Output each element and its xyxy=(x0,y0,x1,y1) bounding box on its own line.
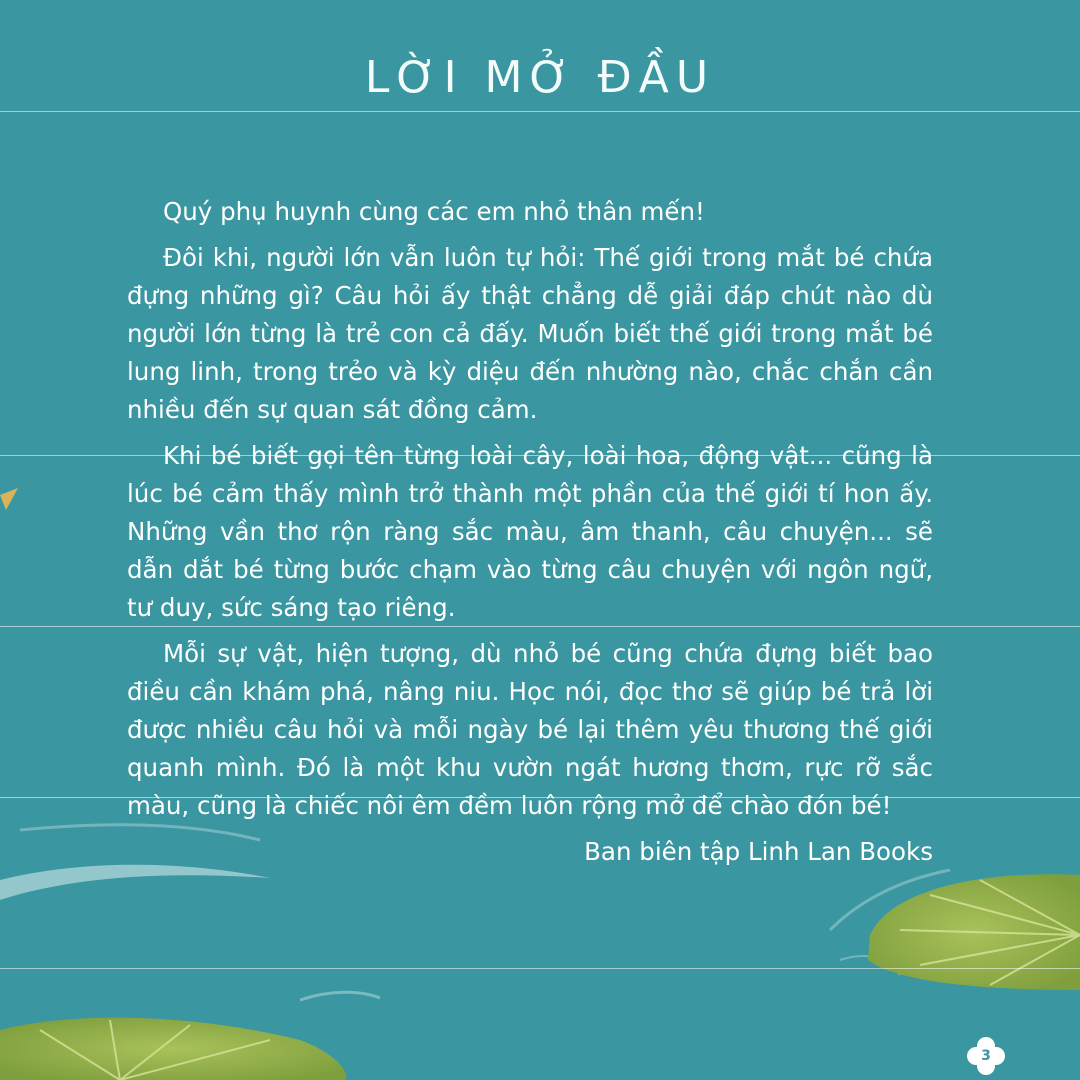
page-title: LỜI MỞ ĐẦU xyxy=(364,52,716,103)
signature: Ban biên tập Linh Lan Books xyxy=(584,837,933,866)
paragraph-2: Khi bé biết gọi tên từng loài cây, loài hoa, động vật... cũng là lúc bé cảm thấy mình trở thành một phần của thế giới tí hon ấy. Những vần thơ rộn ràng sắc màu, âm thanh, câu chuyện... sẽ dẫn dắt bé từng bước chạm vào từng câu chuyện với ngôn ngữ, tư duy, sức sáng tạo riêng. xyxy=(127,441,933,622)
lily-pad xyxy=(0,1018,346,1080)
water-ripple xyxy=(300,992,380,1000)
paragraph-3: Mỗi sự vật, hiện tượng, dù nhỏ bé cũng chứa đựng biết bao điều cần khám phá, nâng niu. Học nói, đọc thơ sẽ giúp bé trả lời được nhiều câu hỏi và mỗi ngày bé lại thêm yêu thương thế giới quanh mình. Đó là một khu vườn ngát hương thơm, rực rỡ sắc màu, cũng là chiếc nôi êm đềm luôn rộng mở để chào đón bé! xyxy=(127,639,933,820)
leaf-fragment xyxy=(0,488,18,510)
divider-line xyxy=(0,111,1080,112)
greeting: Quý phụ huynh cùng các em nhỏ thân mến! xyxy=(163,197,705,226)
preface-body xyxy=(127,193,933,879)
paragraph-1: Đôi khi, người lớn vẫn luôn tự hỏi: Thế giới trong mắt bé chứa đựng những gì? Câu hỏi ấy thật chẳng dễ giải đáp chút nào dù người lớn từng là trẻ con cả đấy. Muốn biết thế giới trong mắt bé lung linh, trong trẻo và kỳ diệu đến nhường nào, chắc chắn cần nhiều đến sự quan sát đồng cảm. xyxy=(127,243,933,424)
page-number: 3 xyxy=(981,1048,991,1064)
divider-line xyxy=(0,968,1080,969)
